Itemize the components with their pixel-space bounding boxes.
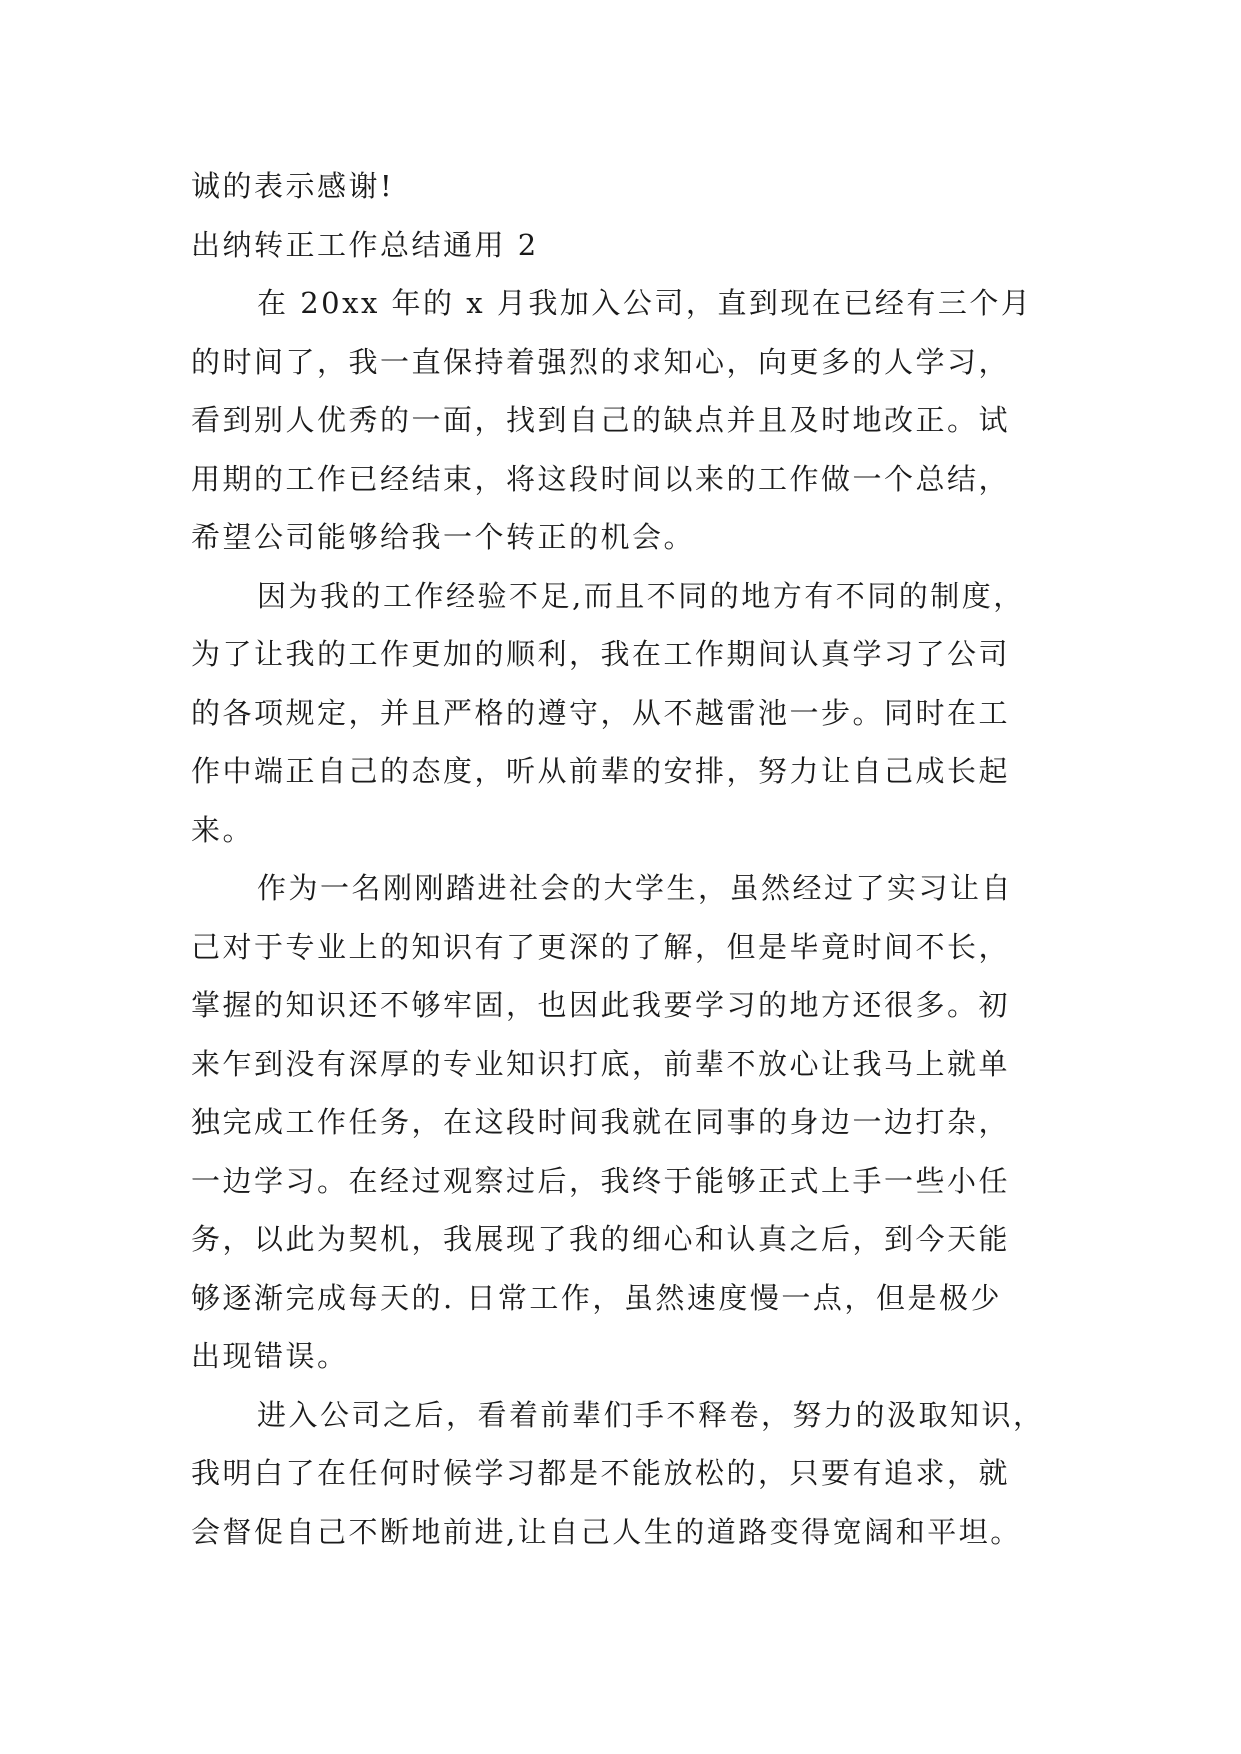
text-line: 用期的工作已经结束，将这段时间以来的工作做一个总结，	[191, 461, 1011, 496]
text-line: 务，以此为契机，我展现了我的细心和认真之后，到今天能	[191, 1222, 1011, 1256]
text-line: 为了让我的工作更加的顺利，我在工作期间认真学习了公司	[191, 637, 1011, 671]
text-line: 来。	[191, 812, 255, 847]
text-line: 的各项规定，并且严格的遵守，从不越雷池一步。同时在工	[191, 695, 1011, 730]
text-line: 会督促自己不断地前进,让自己人生的道路变得宽阔和平坦。	[191, 1514, 1022, 1549]
text-line: 的时间了，我一直保持着强烈的求知心，向更多的人学习，	[191, 344, 1011, 379]
text-line: 看到别人优秀的一面，找到自己的缺点并且及时地改正。试	[191, 403, 1011, 437]
text-line: 出现错误。	[191, 1339, 349, 1373]
text-line: 因为我的工作经验不足,而且不同的地方有不同的制度，	[257, 578, 1025, 613]
text-line: 掌握的知识还不够牢固，也因此我要学习的地方还很多。初	[191, 988, 1011, 1022]
text-line: 诚的表示感谢!	[191, 169, 395, 203]
document-body	[191, 157, 1061, 1561]
text-line: 作中端正自己的态度，听从前辈的安排，努力让自己成长起	[191, 754, 1011, 788]
text-line: 作为一名刚刚踏进社会的大学生，虽然经过了实习让自	[257, 871, 1014, 905]
text-line: 够逐渐完成每天的. 日常工作，虽然速度慢一点，但是极少	[191, 1280, 1002, 1315]
section-title: 出纳转正工作总结通用 2	[191, 227, 539, 262]
text-line: 希望公司能够给我一个转正的机会。	[191, 520, 696, 554]
text-line: 进入公司之后，看着前辈们手不释卷，努力的汲取知识，	[257, 1397, 1045, 1432]
text-line: 己对于专业上的知识有了更深的了解，但是毕竟时间不长，	[191, 929, 1011, 964]
text-line: 在 20xx 年的 x 月我加入公司，直到现在已经有三个月	[257, 286, 1033, 320]
text-line: 一边学习。在经过观察过后，我终于能够正式上手一些小任	[191, 1163, 1011, 1198]
text-line: 我明白了在任何时候学习都是不能放松的，只要有追求，就	[191, 1456, 1011, 1490]
text-line: 来乍到没有深厚的专业知识打底，前辈不放心让我马上就单	[191, 1046, 1011, 1081]
text-line: 独完成工作任务，在这段时间我就在同事的身边一边打杂，	[191, 1105, 1011, 1139]
